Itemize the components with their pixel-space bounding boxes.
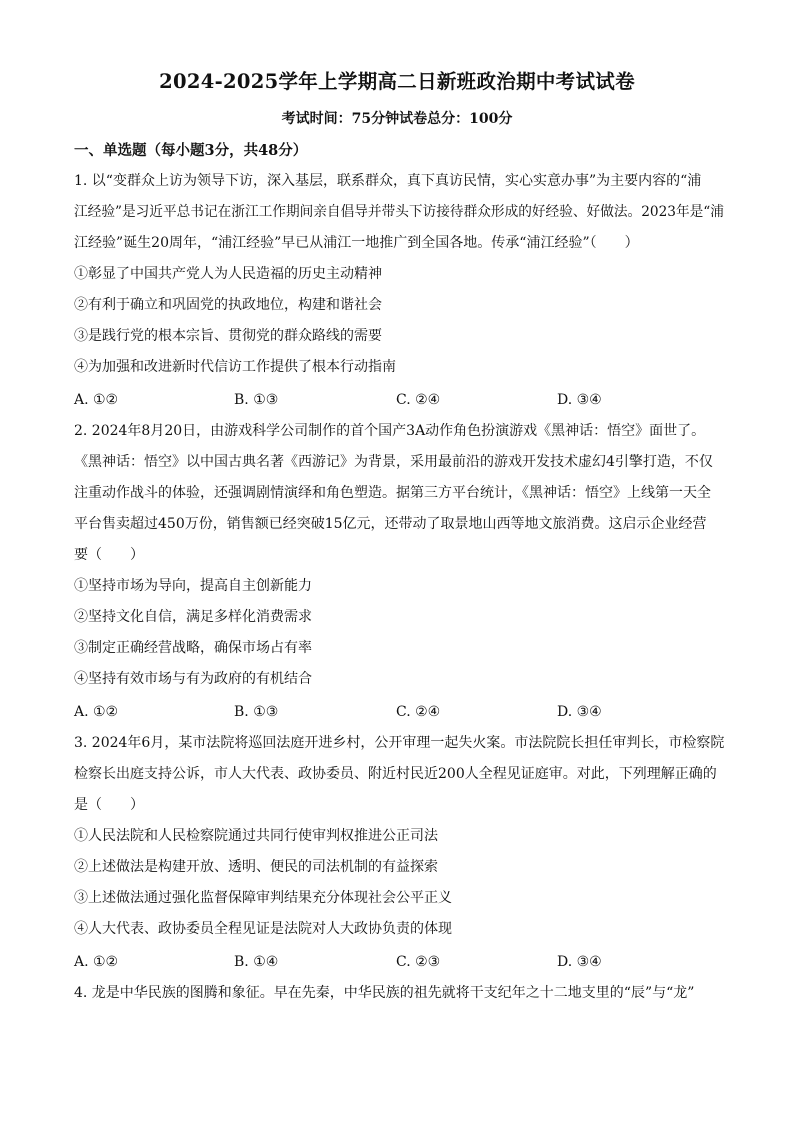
question-3-line-3: 是（ ） [74,797,144,813]
question-3-choice-b: B. ①④ [234,954,279,970]
question-2-choice-a: A. ①② [74,704,119,720]
question-1-choice-c: C. ②④ [396,392,441,408]
question-1-line-3: 江经验”诞生20周年，“浦江经验”早已从浦江一地推广到全国各地。传承“浦江经验”（ ） [74,235,639,251]
question-2-choice-d: D. ③④ [557,704,602,720]
section-heading: 一、单选题（每小题3分，共48分） [74,142,308,159]
question-1-statement-3: ③是践行党的根本宗旨、贯彻党的群众路线的需要 [74,328,382,344]
question-3-statement-1: ①人民法院和人民检察院通过共同行使审判权推进公正司法 [74,828,438,844]
question-3-choice-c: C. ②③ [396,954,441,970]
question-2-statement-1: ①坚持市场为导向，提高自主创新能力 [74,578,312,594]
exam-info: 考试时间：75分钟试卷总分：100分 [281,111,513,127]
question-2-line-3: 注重动作战斗的体验，还强调剧情演绎和角色塑造。据第三方平台统计，《黑神话：悟空》上线第一天全 [74,485,711,501]
question-2-choice-b: B. ①③ [234,704,279,720]
question-2-choice-c: C. ②④ [396,704,441,720]
question-1-statement-1: ①彰显了中国共产党人为人民造福的历史主动精神 [74,266,382,282]
page-title: 2024-2025学年上学期高二日新班政治期中考试试卷 [159,70,635,93]
question-2-statement-3: ③制定正确经营战略，确保市场占有率 [74,640,312,656]
question-2-line-2: 《黑神话：悟空》以中国古典名著《西游记》为背景，采用最前沿的游戏开发技术虚幻4引擎打造，不仅 [74,454,713,470]
question-1-choice-a: A. ①② [74,392,119,408]
question-1-statement-2: ②有利于确立和巩固党的执政地位，构建和谐社会 [74,297,382,313]
question-3-statement-4: ④人大代表、政协委员全程见证是法院对人大政协负责的体现 [74,921,452,937]
question-4-line-1: 4. 龙是中华民族的图腾和象征。早在先秦，中华民族的祖先就将干支纪年之十二地支里的“辰”与“龙” [74,985,695,1001]
question-1-line-2: 江经验”是习近平总书记在浙江工作期间亲自倡导并带头下访接待群众形成的好经验、好做法。2023年是“浦 [74,204,724,220]
question-3-choice-a: A. ①② [74,954,119,970]
question-2-line-4: 平台售卖超过450万份，销售额已经突破15亿元，还带动了取景地山西等地文旅消费。这启示企业经营 [74,516,707,532]
question-2-statement-4: ④坚持有效市场与有为政府的有机结合 [74,671,312,687]
question-3-statement-2: ②上述做法是构建开放、透明、便民的司法机制的有益探索 [74,859,438,875]
question-2-line-1: 2. 2024年8月20日，由游戏科学公司制作的首个国产3A动作角色扮演游戏《黑神话：悟空》面世了。 [74,423,706,439]
question-3-statement-3: ③上述做法通过强化监督保障审判结果充分体现社会公平正义 [74,890,452,906]
question-3-line-2: 检察长出庭支持公诉，市人大代表、政协委员、附近村民近200人全程见证庭审。对此，下列理解正确的 [74,766,717,782]
question-1-line-1: 1. 以“变群众上访为领导下访，深入基层，联系群众，真下真访民情，实心实意办事”为主要内容的“浦 [74,173,702,189]
question-1-choice-d: D. ③④ [557,392,602,408]
question-3-choice-d: D. ③④ [557,954,602,970]
question-2-statement-2: ②坚持文化自信，满足多样化消费需求 [74,609,312,625]
question-1-statement-4: ④为加强和改进新时代信访工作提供了根本行动指南 [74,359,396,375]
question-1-choice-b: B. ①③ [234,392,279,408]
question-2-line-5: 要（ ） [74,547,144,563]
question-3-line-1: 3. 2024年6月，某市法院将巡回法庭开进乡村，公开审理一起失火案。市法院院长担任审判长，市检察院 [74,735,725,751]
